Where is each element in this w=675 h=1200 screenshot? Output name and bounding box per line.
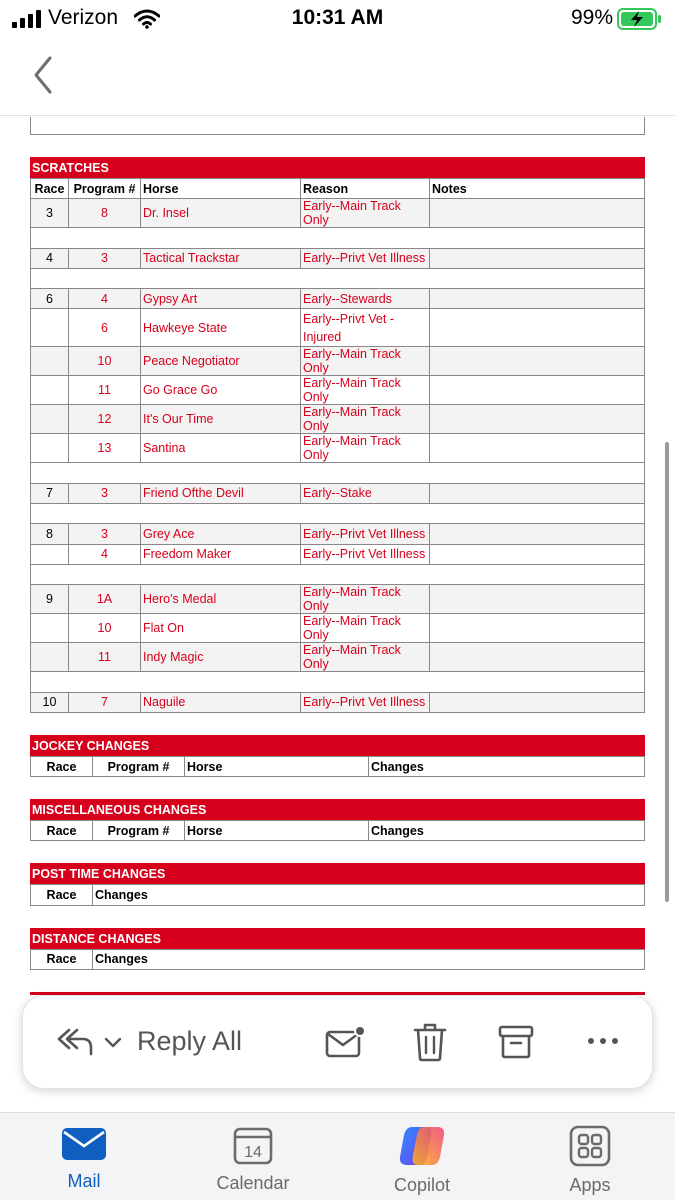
- more-options-icon[interactable]: [585, 1034, 621, 1048]
- tab-copilot-label: Copilot: [393, 1175, 451, 1195]
- notes-cell: [430, 585, 645, 614]
- column-header: Changes: [369, 756, 645, 776]
- table-row: [31, 405, 645, 434]
- horse-cell: Naguile: [141, 692, 301, 712]
- horse-cell: Peace Negotiator: [141, 347, 301, 376]
- status-bar: [0, 0, 675, 40]
- reply-action-bar: [22, 995, 653, 1089]
- carrier-label: Verizon: [48, 6, 119, 29]
- tab-apps-label: Apps: [569, 1175, 611, 1195]
- tab-mail-label: Mail: [67, 1171, 101, 1191]
- column-header: Changes: [93, 885, 645, 905]
- notes-cell: [430, 347, 645, 376]
- program-cell: 10: [69, 614, 141, 643]
- reason-cell: Early--Main Track Only: [301, 614, 430, 643]
- program-cell: 11: [69, 376, 141, 405]
- tab-calendar[interactable]: [183, 1125, 323, 1194]
- battery-charging-icon: [617, 8, 663, 30]
- horse-cell: Freedom Maker: [141, 544, 301, 564]
- program-cell: 3: [69, 248, 141, 268]
- horse-cell: Gypsy Art: [141, 289, 301, 309]
- notes-cell: [430, 199, 645, 228]
- column-header: Program #: [93, 821, 185, 841]
- column-header: Notes: [430, 179, 645, 199]
- archive-icon[interactable]: [498, 1024, 534, 1060]
- notes-cell: [430, 483, 645, 503]
- program-cell: 12: [69, 405, 141, 434]
- table-row: [31, 376, 645, 405]
- notes-cell: [430, 309, 645, 347]
- calendar-icon: [233, 1125, 273, 1165]
- reason-cell: Early--Main Track Only: [301, 376, 430, 405]
- email-body[interactable]: [0, 117, 675, 995]
- race-cell: 8: [31, 524, 69, 544]
- horse-cell: Flat On: [141, 614, 301, 643]
- calendar-day-number: 14: [244, 1144, 262, 1161]
- post-time-changes-section: [30, 863, 645, 905]
- race-cell: [31, 405, 69, 434]
- back-chevron-icon[interactable]: [28, 54, 62, 96]
- program-cell: 3: [69, 483, 141, 503]
- post-time-changes-table: [30, 884, 645, 905]
- horse-cell: Go Grace Go: [141, 376, 301, 405]
- horse-cell: Grey Ace: [141, 524, 301, 544]
- notes-cell: [430, 434, 645, 463]
- column-header: Race: [31, 179, 69, 199]
- table-header-row: [31, 756, 645, 776]
- horse-cell: Dr. Insel: [141, 199, 301, 228]
- reason-cell: Early--Privt Vet Illness: [301, 248, 430, 268]
- notes-cell: [430, 405, 645, 434]
- reply-all-button[interactable]: Reply All: [137, 1026, 243, 1056]
- copilot-icon: [398, 1125, 446, 1167]
- reason-cell: Early--Main Track Only: [301, 199, 430, 228]
- table-row: [31, 692, 645, 712]
- column-header: Race: [31, 756, 93, 776]
- spacer-row: [31, 228, 645, 248]
- misc-changes-section: [30, 799, 645, 841]
- table-header-row: [31, 949, 645, 969]
- notes-cell: [430, 524, 645, 544]
- program-cell: 4: [69, 544, 141, 564]
- table-row: [31, 289, 645, 309]
- column-header: Horse: [185, 756, 369, 776]
- column-header: Changes: [93, 949, 645, 969]
- column-header: Race: [31, 821, 93, 841]
- previous-table-end: [30, 117, 645, 135]
- table-row: [31, 248, 645, 268]
- column-header: Race: [31, 885, 93, 905]
- column-header: Changes: [369, 821, 645, 841]
- table-row: [31, 347, 645, 376]
- race-cell: [31, 434, 69, 463]
- tab-copilot[interactable]: [352, 1125, 492, 1196]
- reason-cell: Early--Main Track Only: [301, 643, 430, 672]
- program-cell: 4: [69, 289, 141, 309]
- reason-cell: Early--Main Track Only: [301, 434, 430, 463]
- race-cell: [31, 347, 69, 376]
- trash-icon[interactable]: [413, 1022, 447, 1062]
- race-cell: [31, 614, 69, 643]
- chevron-down-icon[interactable]: [103, 1034, 123, 1050]
- navigation-bar: [0, 40, 675, 116]
- reason-cell: Early--Privt Vet Illness: [301, 692, 430, 712]
- reason-cell: Early--Main Track Only: [301, 405, 430, 434]
- tab-calendar-label: Calendar: [216, 1173, 290, 1193]
- mark-unread-icon[interactable]: [325, 1024, 367, 1060]
- reason-cell: Early--Privt Vet Illness: [301, 524, 430, 544]
- race-cell: [31, 376, 69, 405]
- section-title: SCRATCHES: [30, 157, 645, 178]
- misc-changes-table: [30, 820, 645, 841]
- race-cell: 3: [31, 199, 69, 228]
- notes-cell: [430, 248, 645, 268]
- reason-cell: Early--Main Track Only: [301, 347, 430, 376]
- column-header: Program #: [69, 179, 141, 199]
- notes-cell: [430, 544, 645, 564]
- table-row: [31, 483, 645, 503]
- notes-cell: [430, 692, 645, 712]
- bottom-tab-bar: [0, 1112, 675, 1200]
- table-row: [31, 199, 645, 228]
- distance-changes-table: [30, 949, 645, 970]
- table-row: [31, 309, 645, 347]
- spacer-row: [31, 268, 645, 288]
- race-cell: 6: [31, 289, 69, 309]
- reason-cell: Early--Privt Vet Illness: [301, 544, 430, 564]
- column-header: Horse: [141, 179, 301, 199]
- program-cell: 8: [69, 199, 141, 228]
- section-title: DISTANCE CHANGES: [30, 928, 645, 949]
- horse-cell: Tactical Trackstar: [141, 248, 301, 268]
- reason-cell: Early--Privt Vet - Injured: [301, 309, 430, 347]
- table-row: [31, 585, 645, 614]
- race-cell: 4: [31, 248, 69, 268]
- tab-mail[interactable]: [14, 1125, 154, 1192]
- race-cell: [31, 309, 69, 347]
- table-row: [31, 434, 645, 463]
- horse-cell: Hawkeye State: [141, 309, 301, 347]
- spacer-row: [31, 463, 645, 483]
- column-header: Program #: [93, 756, 185, 776]
- horse-cell: Indy Magic: [141, 643, 301, 672]
- program-cell: 11: [69, 643, 141, 672]
- horse-cell: It's Our Time: [141, 405, 301, 434]
- notes-cell: [430, 289, 645, 309]
- race-cell: 9: [31, 585, 69, 614]
- column-header: Race: [31, 949, 93, 969]
- reply-all-icon[interactable]: [55, 1026, 95, 1058]
- table-header-row: [31, 179, 645, 199]
- section-title: POST TIME CHANGES: [30, 863, 645, 884]
- scratches-table: [30, 178, 645, 713]
- reason-cell: Early--Stewards: [301, 289, 430, 309]
- scrollbar[interactable]: [665, 442, 669, 902]
- spacer-row: [31, 504, 645, 524]
- race-cell: 7: [31, 483, 69, 503]
- race-cell: 10: [31, 692, 69, 712]
- spacer-row: [31, 672, 645, 692]
- distance-changes-section: [30, 928, 645, 970]
- mail-icon: [61, 1125, 107, 1163]
- section-title: JOCKEY CHANGES: [30, 735, 645, 756]
- program-cell: 10: [69, 347, 141, 376]
- tab-apps[interactable]: [520, 1125, 660, 1196]
- table-row: [31, 524, 645, 544]
- table-header-row: [31, 821, 645, 841]
- horse-cell: Friend Ofthe Devil: [141, 483, 301, 503]
- horse-cell: Santina: [141, 434, 301, 463]
- jockey-changes-section: [30, 735, 645, 777]
- section-title: MISCELLANEOUS CHANGES: [30, 799, 645, 820]
- reason-cell: Early--Stake: [301, 483, 430, 503]
- scratches-section: [30, 157, 645, 713]
- program-cell: 3: [69, 524, 141, 544]
- table-row: [31, 643, 645, 672]
- clock-time: 10:31 AM: [291, 6, 384, 29]
- table-row: [31, 544, 645, 564]
- program-cell: 7: [69, 692, 141, 712]
- table-row: [31, 614, 645, 643]
- program-cell: 13: [69, 434, 141, 463]
- program-cell: 1A: [69, 585, 141, 614]
- race-cell: [31, 643, 69, 672]
- notes-cell: [430, 614, 645, 643]
- spacer-row: [31, 564, 645, 584]
- table-header-row: [31, 885, 645, 905]
- reason-cell: Early--Main Track Only: [301, 585, 430, 614]
- column-header: Reason: [301, 179, 430, 199]
- notes-cell: [430, 643, 645, 672]
- battery-percentage: 99%: [570, 6, 613, 29]
- horse-cell: Hero's Medal: [141, 585, 301, 614]
- jockey-changes-table: [30, 756, 645, 777]
- apps-grid-icon: [569, 1125, 611, 1167]
- race-cell: [31, 544, 69, 564]
- notes-cell: [430, 376, 645, 405]
- column-header: Horse: [185, 821, 369, 841]
- program-cell: 6: [69, 309, 141, 347]
